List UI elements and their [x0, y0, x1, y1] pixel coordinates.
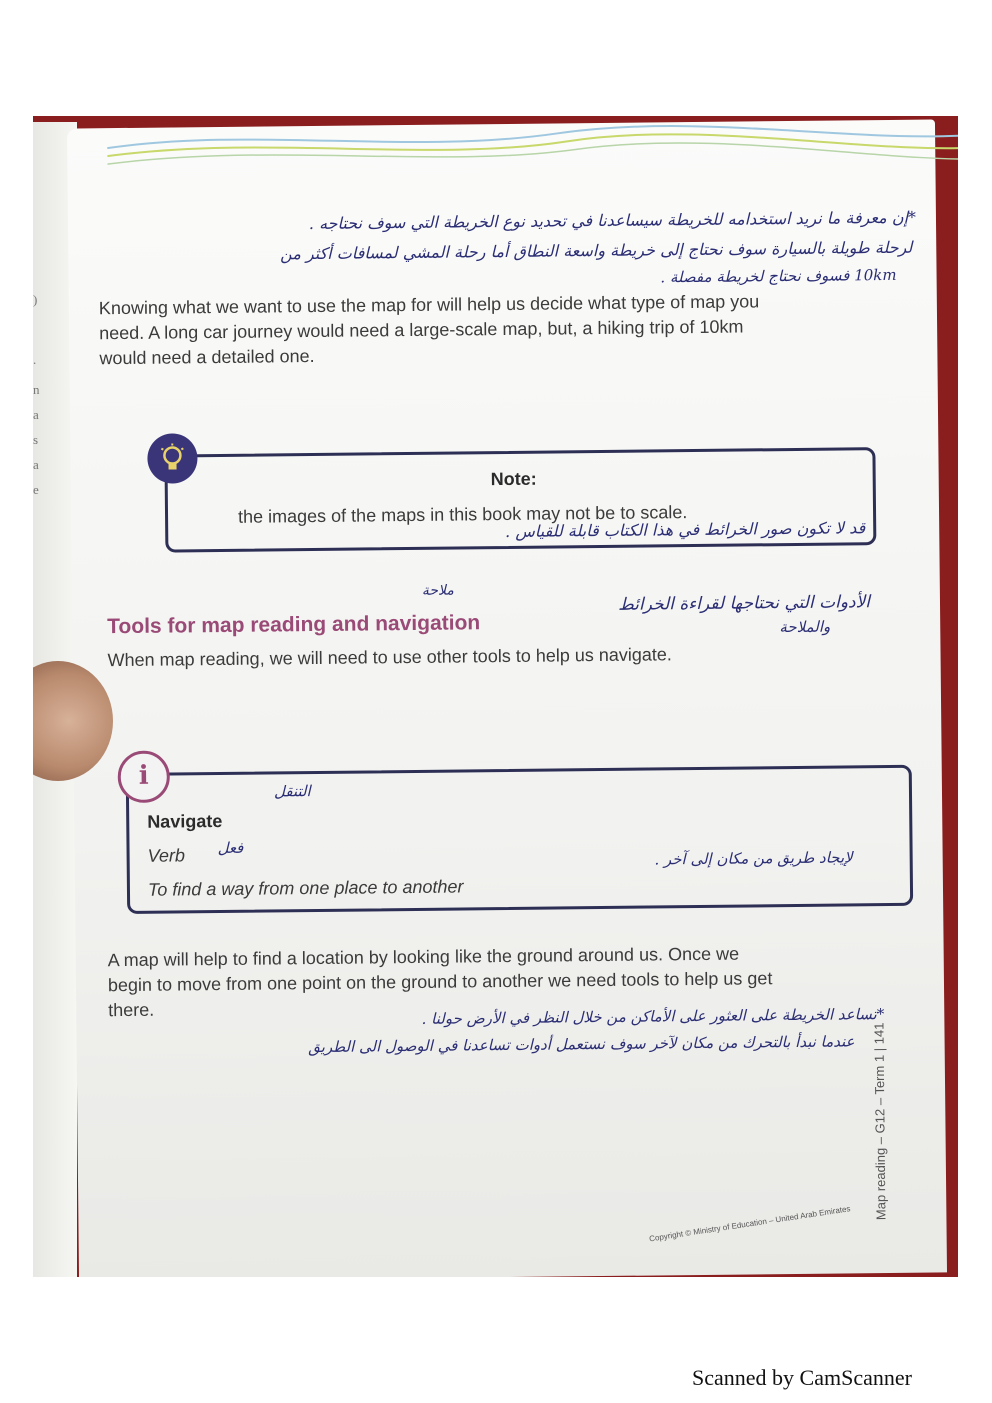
glossary-word: Navigate	[147, 810, 223, 832]
section-title: Tools for map reading and navigation	[107, 611, 481, 639]
handwritten-title-translation-2: والملاحة	[779, 617, 831, 637]
handwritten-intro-line-1: *إن معرفة ما نريد استخدامه للخريطة سيساعدنا في تحديد نوع الخريطة التي سوف نحتاجه .	[308, 207, 917, 234]
handwritten-over-title: ملاحة	[421, 582, 454, 599]
left-page-edge: ) . n a s a e	[33, 122, 77, 1277]
note-title: Note:	[490, 468, 537, 490]
glossary-pos: Verb	[147, 845, 186, 866]
glossary-definition-handwritten: لإيجاد طريق من مكان إلى آخر .	[654, 848, 853, 869]
handwritten-intro-line-3: 10km فسوف نحتاج لخريطة مفصلة .	[660, 265, 897, 287]
scanned-photo	[33, 116, 958, 1277]
intro-paragraph	[99, 288, 920, 372]
handwritten-intro-line-2: لرحلة طويلة بالسيارة سوف نحتاج إلى خريطة واسعة النطاق أما رحلة المشي لمسافات أكثر من	[279, 237, 913, 264]
closing-line: begin to move from one point on the ground to another we need tools to help us get	[107, 968, 773, 996]
glossary-pos-handwritten: فعل	[217, 838, 244, 858]
info-icon: i	[118, 751, 171, 804]
closing-line: A map will help to find a location by looking like the ground around us. Once we	[107, 943, 740, 971]
intro-line: Knowing what we want to use the map for will help us decide what type of map you	[98, 291, 760, 319]
handwritten-title-translation: الأدوات التي نحتاجها لقراءة الخرائط	[617, 592, 871, 615]
closing-line: there.	[108, 999, 155, 1021]
handwritten-closing-line-1: *تساعد الخريطة على العثور على الأماكن من خلال النظر في الأرض حولنا .	[421, 1005, 885, 1028]
glossary-word-handwritten: التنقل	[273, 782, 311, 801]
book-page	[67, 119, 947, 1277]
note-text: the images of the maps in this book may not be to scale.	[237, 502, 688, 527]
note-handwritten-translation: قد لا تكون صور الخرائط في هذا الكتاب قابلة للقياس .	[505, 518, 866, 542]
intro-line: need. A long car journey would need a large-scale map, but, a hiking trip of 10km	[99, 316, 744, 344]
copyright: Copyright © Ministry of Education – United Arab Emirates	[648, 1204, 851, 1244]
decorative-wave-lines	[107, 119, 958, 178]
glossary-definition: To find a way from one place to another	[147, 876, 464, 900]
handwritten-closing-line-2: عندما نبدأ بالتحرك من مكان لآخر سوف نستعمل أدوات تساعدنا في الوصول الى الطريق	[308, 1032, 855, 1057]
camscanner-watermark: Scanned by CamScanner	[692, 1365, 912, 1390]
intro-line: would need a detailed one.	[99, 345, 315, 369]
lightbulb-icon	[147, 433, 198, 484]
section-body: When map reading, we will need to use other tools to help us navigate.	[107, 644, 672, 671]
side-footer: Map reading – G12 – Term 1 | 141	[871, 1022, 889, 1221]
